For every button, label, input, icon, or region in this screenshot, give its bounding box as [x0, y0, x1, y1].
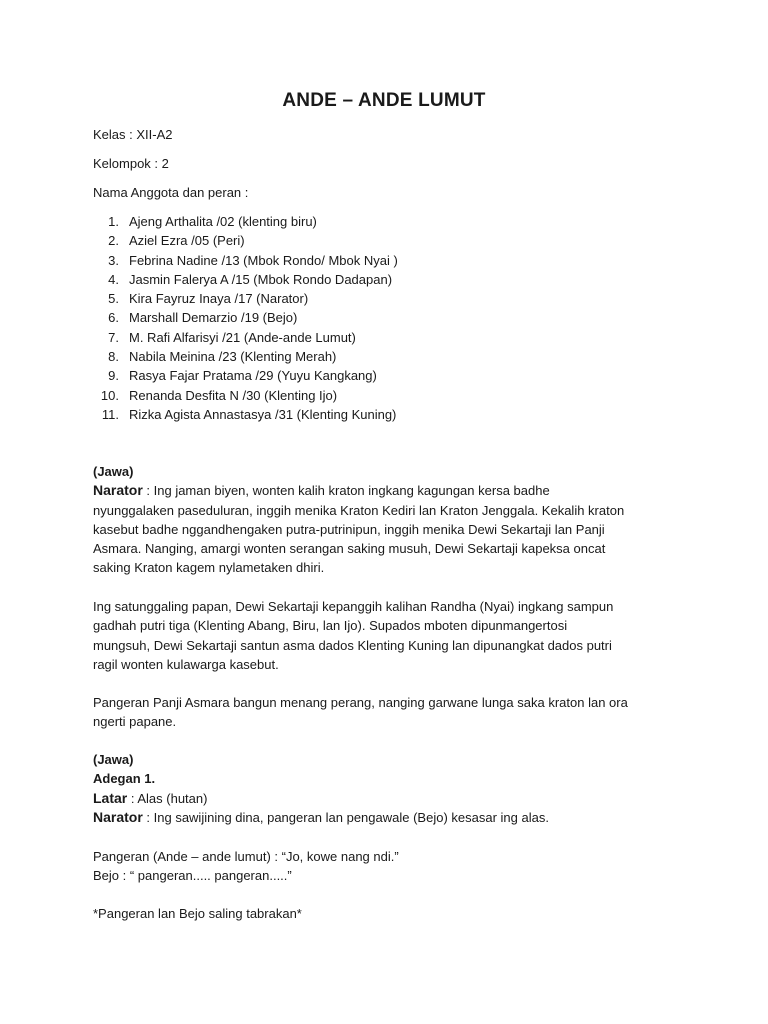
list-item: 3. Febrina Nadine /13 (Mbok Rondo/ Mbok Nyai ): [108, 252, 398, 268]
section-scene-1: [93, 750, 683, 827]
list-item: 10. Renanda Desfita N /30 (Klenting Ijo): [100, 387, 338, 403]
language-label: (Jawa): [93, 752, 134, 767]
narator-label: Narator: [93, 808, 143, 825]
list-item: 8. Nabila Meinina /23 (Klenting Merah): [108, 349, 337, 365]
narator-text: : Ing sawijining dina, pangeran lan pengawale (Bejo) kesasar ing alas.: [142, 809, 549, 825]
scene-heading: Adegan 1.: [93, 771, 156, 787]
narator-label: Narator: [93, 482, 143, 499]
dialog-block: [93, 847, 683, 886]
narator-text: : Ing jaman biyen, wonten kalih kraton ingkang kagungan kersa badhe: [142, 483, 550, 499]
paragraph: Pangeran Panji Asmara bangun menang perang, nanging garwane lunga saka kraton lan ora ngerti papane.: [93, 695, 628, 730]
dialog-line: Bejo : “ pangeran..... pangeran.....”: [93, 868, 292, 884]
narator-text: nyunggalaken paseduluran, inggih menika Kraton Kediri lan Kraton Jenggala. Kekalih kraton: [93, 502, 625, 518]
narator-text: kasebut badhe nggandhengaken putra-putrinipun, inggih menika Dewi Sekartaji lan Panji: [93, 521, 605, 537]
list-item: 2. Aziel Ezra /05 (Peri): [108, 233, 245, 249]
list-item: 6. Marshall Demarzio /19 (Bejo): [108, 310, 298, 326]
group-info: Kelompok : 2: [93, 156, 169, 171]
document-title: ANDE – ANDE LUMUT: [282, 90, 486, 111]
dialog-line: Pangeran (Ande – ande lumut) : “Jo, kowe nang ndi.”: [93, 849, 399, 864]
list-item: 7. M. Rafi Alfarisyi /21 (Ande-ande Lumut): [108, 329, 356, 345]
latar-label: Latar: [93, 789, 128, 806]
latar-text: : Alas (hutan): [127, 790, 208, 806]
members-heading: Nama Anggota dan peran :: [93, 185, 249, 200]
narator-text: saking Kraton kagem nylametaken dhiri.: [93, 560, 325, 576]
stage-direction: *Pangeran lan Bejo saling tabrakan*: [93, 906, 302, 921]
class-info: Kelas : XII-A2: [93, 127, 173, 142]
list-item: 1. Ajeng Arthalita /02 (klenting biru): [108, 214, 317, 229]
members-list: [93, 212, 398, 424]
narator-text: Asmara. Nanging, amargi wonten serangan saking musuh, Dewi Sekartaji kapeksa oncat: [93, 541, 606, 557]
list-item: 9. Rasya Fajar Pratama /29 (Yuyu Kangkang): [108, 368, 377, 384]
paragraph: Ing satunggaling papan, Dewi Sekartaji kepanggih kalihan Randha (Nyai) ingkang sampun gadhah putri tiga (Klenting Abang, Biru, lan Ijo). Supados mboten dipunmangertosi mungsuh, Dewi Sekartaji santun asma dados Klenting Kuning lan dipunangkat dados putri ragil wonten kulawarga kasebut.: [93, 599, 614, 672]
section-intro: [93, 462, 683, 578]
language-label: (Jawa): [93, 464, 134, 479]
list-item: 5. Kira Fayruz Inaya /17 (Narator): [108, 291, 309, 307]
list-item: 4. Jasmin Falerya A /15 (Mbok Rondo Dadapan): [108, 271, 393, 287]
list-item: 11. Rizka Agista Annastasya /31 (Klenting Kuning): [101, 406, 397, 422]
